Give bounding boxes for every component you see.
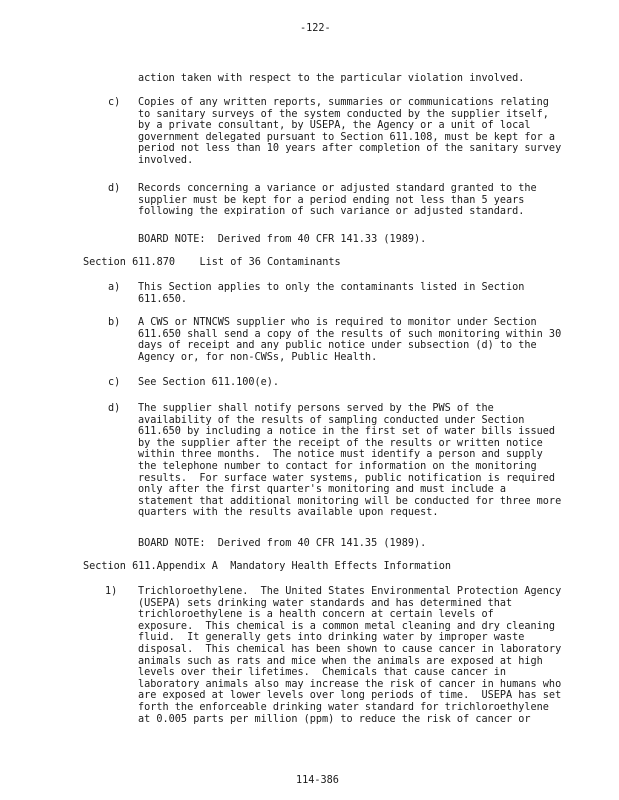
text-line: This Section applies to only the contaminants listed in Section [138, 282, 525, 293]
text-line: forth the enforceable drinking water standard for trichloroethylene [138, 701, 549, 713]
board-note: BOARD NOTE: Derived from 40 CFR 141.35 (1989). [138, 538, 427, 549]
text-line: days of receipt and any public notice under subsection (d) to the [138, 340, 537, 352]
text-line: results. For surface water systems, public notification is required [138, 472, 556, 484]
text-line: by a private consultant, by USEPA, the Agency or a unit of local [138, 120, 531, 132]
item-marker-a: a) [108, 282, 121, 293]
text-line: involved. [138, 154, 194, 166]
text-line: supplier must be kept for a period ending not less than 5 years [138, 194, 525, 206]
item-a-paragraph [138, 282, 524, 305]
item-b-paragraph [138, 317, 561, 363]
text-line: 611.650 by including a notice in the first set of water bills issued [138, 426, 556, 438]
text-line: (USEPA) sets drinking water standards and has determined that [138, 597, 513, 609]
text-line: A CWS or NTNCWS supplier who is required to monitor under Section [138, 317, 537, 328]
page-number: -122- [300, 23, 331, 34]
text-line: government delegated pursuant to Section 611.108, must be kept for a [138, 131, 556, 143]
item-marker-c: c) [108, 97, 121, 108]
text-line: Copies of any written reports, summaries or communications relating [138, 97, 549, 108]
text-line: action taken with respect to the particular violation involved. [138, 73, 525, 84]
text-line: 611.650. [138, 293, 188, 305]
text-line: disposal. This chemical has been shown to cause cancer in laboratory [138, 643, 562, 655]
section-heading: Section 611.870 List of 36 Contaminants [83, 257, 341, 268]
text-line: period not less than 10 years after completion of the sanitary survey [138, 143, 562, 155]
text-line: quarters with the results available upon request. [138, 507, 439, 519]
text-line: the telephone number to contact for information on the monitoring [138, 460, 537, 472]
text-line: trichloroethylene is a health concern at certain levels of [138, 609, 494, 621]
item-d-paragraph [138, 183, 537, 218]
carryover-paragraph [138, 73, 524, 85]
text-line: 611.650 shall send a copy of the results of such monitoring within 30 [138, 328, 562, 340]
text-line: levels over their lifetimes. Chemicals that cause cancer in [138, 667, 507, 679]
text-line: The supplier shall notify persons served by the PWS of the [138, 403, 494, 414]
text-line: Trichloroethylene. The United States Environmental Protection Agency [138, 586, 562, 597]
item-marker-d: d) [108, 183, 121, 194]
text-line: at 0.005 parts per million (ppm) to reduce the risk of cancer or [138, 713, 531, 725]
text-line: to sanitary surveys of the system conducted by the supplier itself, [138, 108, 549, 120]
text-line: statement that additional monitoring will be conducted for three more [138, 495, 562, 507]
text-line: Agency or, for non-CWSs, Public Health. [138, 351, 378, 363]
text-line: only after the first quarter's monitoring and must include a [138, 484, 507, 496]
text-line: animals such as rats and mice when the animals are exposed at high [138, 655, 543, 667]
text-line: laboratory animals also may increase the risk of cancer in humans who [138, 678, 562, 690]
text-line: within three months. The notice must identify a person and supply [138, 449, 543, 461]
text-line: are exposed at lower levels over long periods of time. USEPA has set [138, 690, 562, 702]
item-marker-d: d) [108, 403, 121, 414]
item-marker-b: b) [108, 317, 121, 328]
item-c-paragraph [138, 377, 279, 389]
text-line: by the supplier after the receipt of the results or written notice [138, 437, 543, 449]
item-c-paragraph [138, 97, 561, 167]
item-marker-c: c) [108, 377, 121, 388]
item-1-paragraph [138, 586, 561, 725]
text-line: See Section 611.100(e). [138, 377, 280, 388]
text-line: availability of the results of sampling conducted under Section [138, 414, 525, 426]
text-line: Records concerning a variance or adjusted standard granted to the [138, 183, 537, 194]
item-d-paragraph [138, 403, 561, 519]
section-heading: Section 611.Appendix A Mandatory Health Effects Information [83, 561, 452, 572]
board-note: BOARD NOTE: Derived from 40 CFR 141.33 (1989). [138, 234, 427, 245]
text-line: following the expiration of such variance or adjusted standard. [138, 206, 525, 218]
item-marker-1: 1) [105, 586, 118, 597]
text-line: fluid. It generally gets into drinking water by improper waste [138, 632, 525, 644]
page-footer-id: 114-386 [296, 775, 339, 786]
text-line: exposure. This chemical is a common metal cleaning and dry cleaning [138, 620, 556, 632]
